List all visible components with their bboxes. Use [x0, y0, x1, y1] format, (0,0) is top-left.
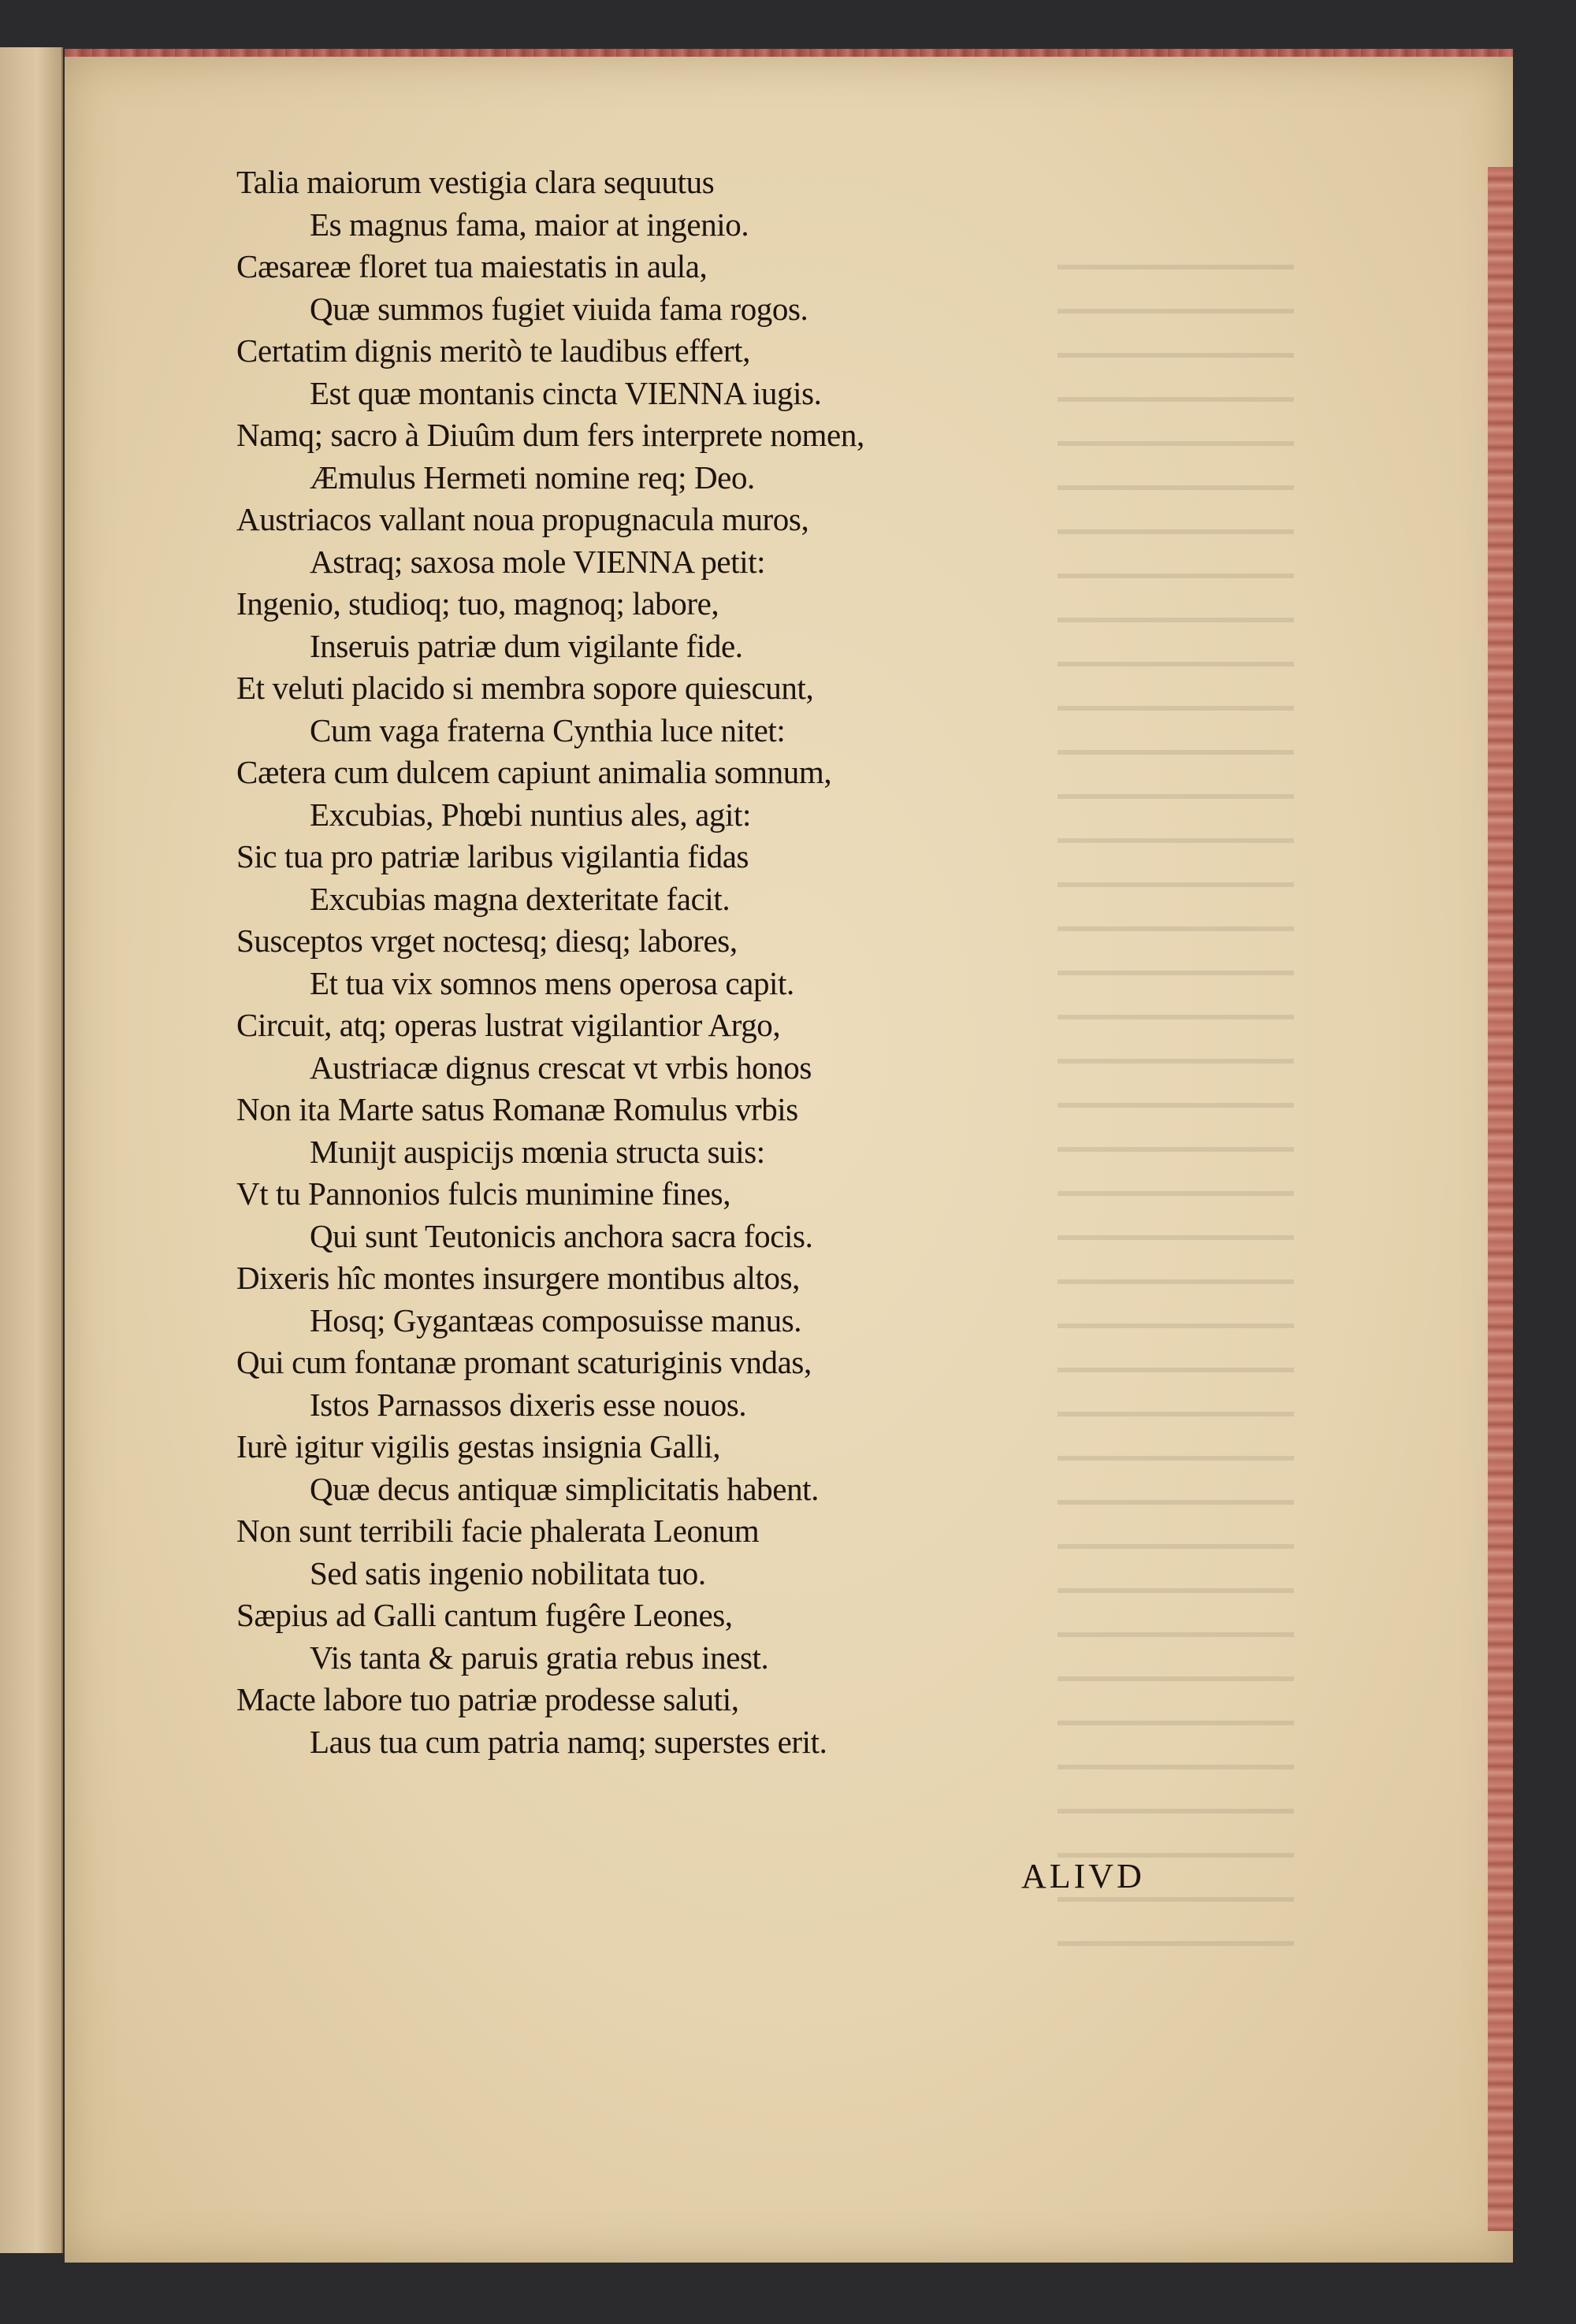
poem-line: Non sunt terribili facie phalerata Leonum — [236, 1513, 760, 1549]
poem-line: Austriacos vallant noua propugnacula muros, — [236, 501, 809, 537]
poem-text — [236, 161, 1103, 1763]
poem-line: Et veluti placido si membra sopore quiescunt, — [236, 670, 814, 706]
page-top-edge — [65, 49, 1513, 57]
facing-page-edge — [0, 47, 63, 2253]
poem-line: Sed satis ingenio nobilitata tuo. — [310, 1554, 706, 1591]
poem-line: Quæ decus antiquæ simplicitatis habent. — [310, 1470, 820, 1507]
poem-line: Quæ summos fugiet viuida fama rogos. — [310, 290, 808, 327]
poem-line: Ingenio, studioq; tuo, magnoq; labore, — [236, 585, 719, 622]
poem-line: Sic tua pro patriæ laribus vigilantia fidas — [236, 838, 749, 874]
poem-line: Inseruis patriæ dum vigilante fide. — [310, 627, 743, 664]
poem-line: Macte labore tuo patriæ prodesse saluti, — [236, 1681, 739, 1717]
poem-line: Æmulus Hermeti nomine req; Deo. — [310, 458, 755, 496]
catchword: ALIVD — [1021, 1857, 1145, 1895]
poem-line: Vt tu Pannonios fulcis munimine fines, — [236, 1175, 731, 1212]
poem-line: Es magnus fama, maior at ingenio. — [310, 206, 749, 243]
poem-line: Et tua vix somnos mens operosa capit. — [310, 964, 794, 1001]
poem-line: Qui sunt Teutonicis anchora sacra focis. — [310, 1217, 813, 1254]
poem-line: Astraq; saxosa mole VIENNA petit: — [310, 543, 766, 580]
poem-line: Istos Parnassos dixeris esse nouos. — [310, 1386, 747, 1423]
poem-line: Susceptos vrget noctesq; diesq; labores, — [236, 923, 738, 959]
poem-line: Austriacæ dignus crescat vt vrbis honos — [310, 1049, 812, 1086]
poem-line: Hosq; Gygantæas composuisse manus. — [310, 1301, 802, 1338]
poem-line: Iurè igitur vigilis gestas insignia Galli, — [236, 1428, 721, 1465]
poem-line: Talia maiorum vestigia clara sequutus — [236, 164, 715, 200]
poem-line: Munijt auspicijs mœnia structa suis: — [310, 1133, 765, 1170]
poem-line: Est quæ montanis cincta VIENNA iugis. — [310, 374, 822, 411]
poem-line: Non ita Marte satus Romanæ Romulus vrbis — [236, 1091, 798, 1127]
poem-line: Excubias magna dexteritate facit. — [310, 880, 730, 917]
poem-line: Laus tua cum patria namq; superstes erit. — [310, 1723, 827, 1760]
poem-line: Qui cum fontanæ promant scaturiginis vndas, — [236, 1344, 812, 1380]
poem-line: Cætera cum dulcem capiunt animalia somnum, — [236, 754, 832, 790]
poem-line: Certatim dignis meritò te laudibus effert, — [236, 332, 750, 369]
poem-line: Cæsareæ floret tua maiestatis in aula, — [236, 248, 708, 284]
sprinkled-page-edge — [1488, 167, 1513, 2231]
poem-line: Excubias, Phœbi nuntius ales, agit: — [310, 796, 751, 833]
poem-line: Cum vaga fraterna Cynthia luce nitet: — [310, 711, 786, 748]
poem-line: Sæpius ad Galli cantum fugêre Leones, — [236, 1597, 733, 1633]
poem-line: Circuit, atq; operas lustrat vigilantior Argo, — [236, 1007, 781, 1043]
poem-line: Dixeris hîc montes insurgere montibus altos, — [236, 1260, 800, 1296]
poem-line: Vis tanta & paruis gratia rebus inest. — [310, 1639, 769, 1676]
poem-line: Namq; sacro à Diuûm dum fers interprete nomen, — [236, 417, 864, 453]
